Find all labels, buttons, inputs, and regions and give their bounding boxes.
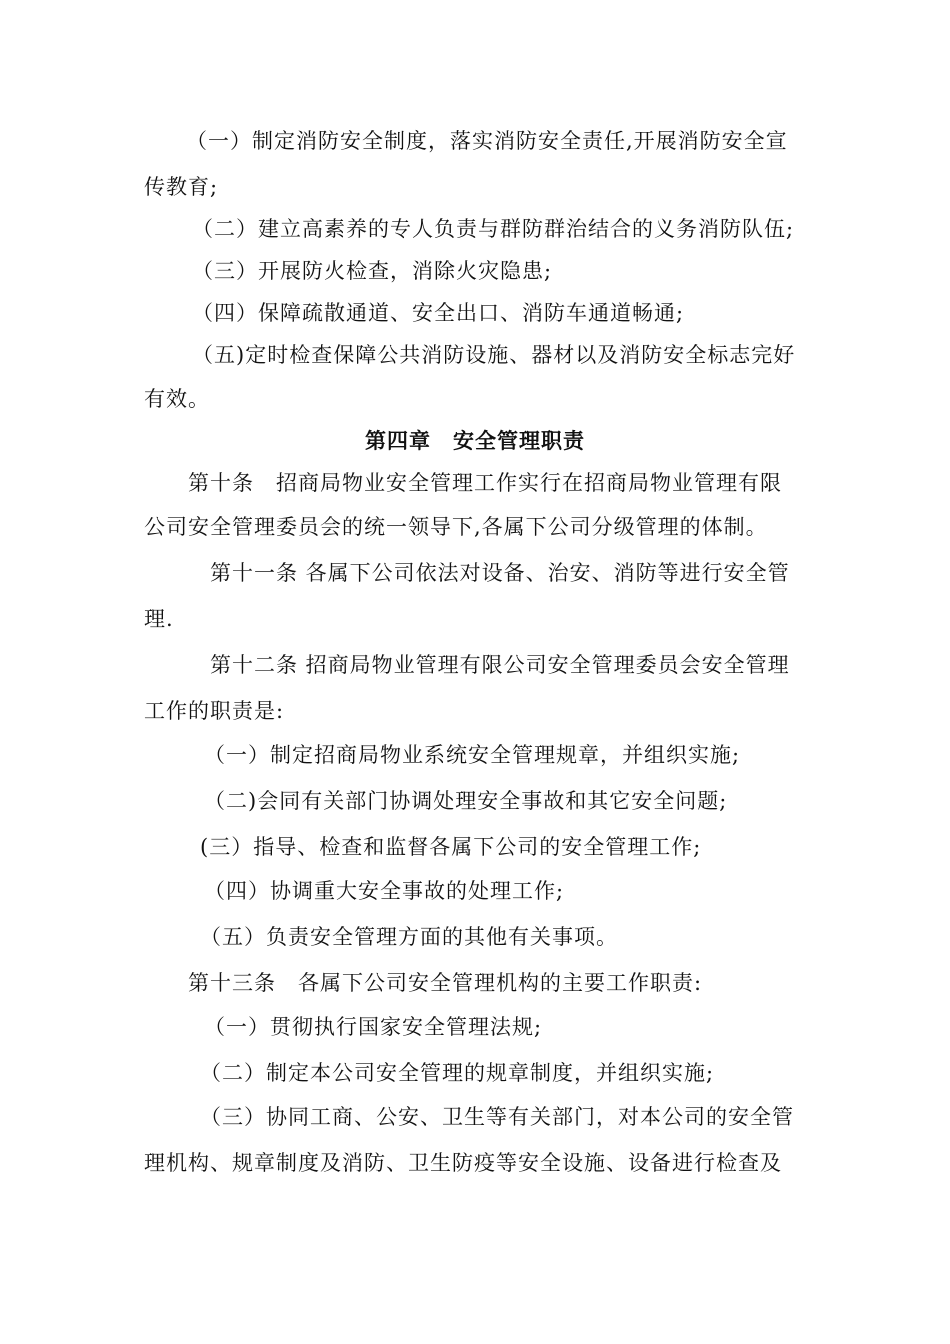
article-11-line-2: 理.	[144, 607, 174, 631]
article-11-line-1: 第十一条 各属下公司依法对设备、治安、消防等进行安全管	[210, 561, 790, 585]
fire-duty-item-1-line-1: （一）制定消防安全制度，落实消防安全责任,开展消防安全宣	[186, 129, 788, 153]
article-10-line-1: 第十条 招商局物业安全管理工作实行在招商局物业管理有限	[188, 471, 782, 495]
article-12-line-2: 工作的职责是:	[144, 699, 285, 723]
article-12-item-4: （四）协调重大安全事故的处理工作;	[204, 879, 565, 903]
article-12-item-3: (三）指导、检查和监督各属下公司的安全管理工作;	[200, 835, 702, 859]
fire-duty-item-5-line-1: （五)定时检查保障公共消防设施、器材以及消防安全标志完好	[192, 343, 796, 367]
fire-duty-item-1-line-2: 传教育;	[144, 175, 219, 199]
chapter-heading: 第四章 安全管理职责	[365, 428, 585, 453]
fire-duty-item-5-line-2: 有效。	[144, 387, 210, 411]
article-13-item-1: （一）贯彻执行国家安全管理法规;	[204, 1015, 543, 1039]
fire-duty-item-2: （二）建立高素养的专人负责与群防群治结合的义务消防队伍;	[192, 217, 795, 241]
article-13-item-3-line-1: （三）协同工商、公安、卫生等有关部门，对本公司的安全管	[200, 1105, 794, 1129]
article-13-item-2: （二）制定本公司安全管理的规章制度，并组织实施;	[200, 1061, 715, 1085]
article-12-item-5: （五）负责安全管理方面的其他有关事项。	[200, 925, 618, 949]
article-12-item-2: （二)会同有关部门协调处理安全事故和其它安全问题;	[204, 789, 728, 813]
article-12-line-1: 第十二条 招商局物业管理有限公司安全管理委员会安全管理	[210, 653, 790, 677]
fire-duty-item-4: （四）保障疏散通道、安全出口、消防车通道畅通;	[192, 301, 685, 325]
article-12-item-1: （一）制定招商局物业系统安全管理规章，并组织实施;	[204, 743, 741, 767]
article-13-item-3-line-2: 理机构、规章制度及消防、卫生防疫等安全设施、设备进行检查及	[144, 1151, 782, 1175]
article-10-line-2: 公司安全管理委员会的统一领导下,各属下公司分级管理的体制。	[144, 515, 768, 539]
article-13-line-1: 第十三条 各属下公司安全管理机构的主要工作职责:	[188, 971, 703, 995]
fire-duty-item-3: （三）开展防火检查，消除火灾隐患;	[192, 259, 553, 283]
